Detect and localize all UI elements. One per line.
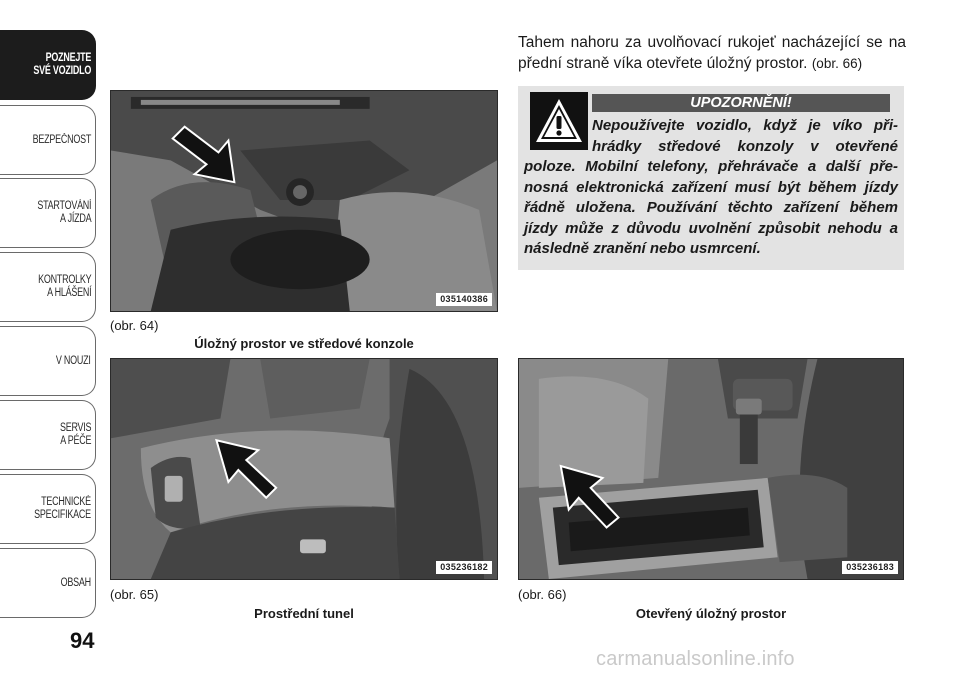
figure-65-caption: Prostřední tunel — [254, 606, 354, 621]
warning-body — [524, 116, 898, 260]
tab-v-nouzi[interactable] — [0, 326, 96, 396]
tab-obsah[interactable] — [0, 548, 96, 618]
warning-box — [518, 86, 904, 270]
figure-64-image — [110, 90, 498, 312]
figure-65-ref: (obr. 65) — [110, 587, 159, 602]
figure-ref: (obr. 66) — [811, 56, 863, 71]
tab-poznejte-sve-vozidlo[interactable] — [0, 30, 96, 100]
tab-label: BEZPEČNOST — [32, 133, 92, 146]
tab-label: V NOUZI — [56, 354, 92, 367]
figure-66-ref: (obr. 66) — [518, 587, 567, 602]
page-number: 94 — [70, 628, 95, 653]
figure-65-image — [110, 358, 498, 580]
tab-label: POZNEJTE SVÉ VOZIDLO — [33, 52, 92, 77]
warning-heading: UPOZORNĚNÍ! — [592, 94, 890, 112]
tab-technicke-specifikace[interactable] — [0, 474, 96, 544]
tab-label: TECHNICKÉ SPECIFIKACE — [34, 496, 92, 521]
tab-label: KONTROLKY A HLÁŠENÍ — [37, 274, 92, 299]
center-console-storage-illustration — [111, 91, 497, 311]
intro-paragraph — [518, 32, 906, 74]
tab-label: OBSAH — [60, 576, 92, 589]
figure-64-caption: Úložný prostor ve středové konzole — [194, 336, 414, 351]
tab-label: STARTOVÁNÍ A JÍZDA — [37, 200, 92, 225]
open-storage-illustration — [519, 359, 903, 579]
intro-text: Tahem nahoru za uvolňovací rukojeť nacházející se na přední straně víka otevřete úložný prostor. — [518, 34, 906, 72]
figure-code: 035236182 — [436, 561, 492, 574]
tab-startovani-a-jizda[interactable] — [0, 178, 96, 248]
tab-servis-a-pece[interactable] — [0, 400, 96, 470]
tab-label: SERVIS A PÉČE — [59, 422, 92, 447]
figure-code: 035236183 — [842, 561, 898, 574]
figure-code: 035140386 — [436, 293, 492, 306]
figure-64-ref: (obr. 64) — [110, 318, 159, 333]
tab-kontrolky-a-hlaseni[interactable] — [0, 252, 96, 322]
middle-tunnel-illustration — [111, 359, 497, 579]
chapter-tabs — [0, 0, 100, 678]
warning-text: Nepoužívejte vozidlo, když je víko při- hrádky středové konzoly v otevřené poloze. Mobilní telefony, přehrávače a další pře- nosná elektronická zařízení musí být během jízdy řádně uložena. Používání těchto zařízení během jízdy může z důvodu uvolnění způsobit nehodu a následně zranění nebo usmrcení. — [524, 117, 898, 257]
figure-66-image — [518, 358, 904, 580]
tab-bezpecnost[interactable] — [0, 105, 96, 175]
watermark: carmanualsonline.info — [596, 648, 795, 670]
figure-66-caption: Otevřený úložný prostor — [635, 606, 787, 621]
